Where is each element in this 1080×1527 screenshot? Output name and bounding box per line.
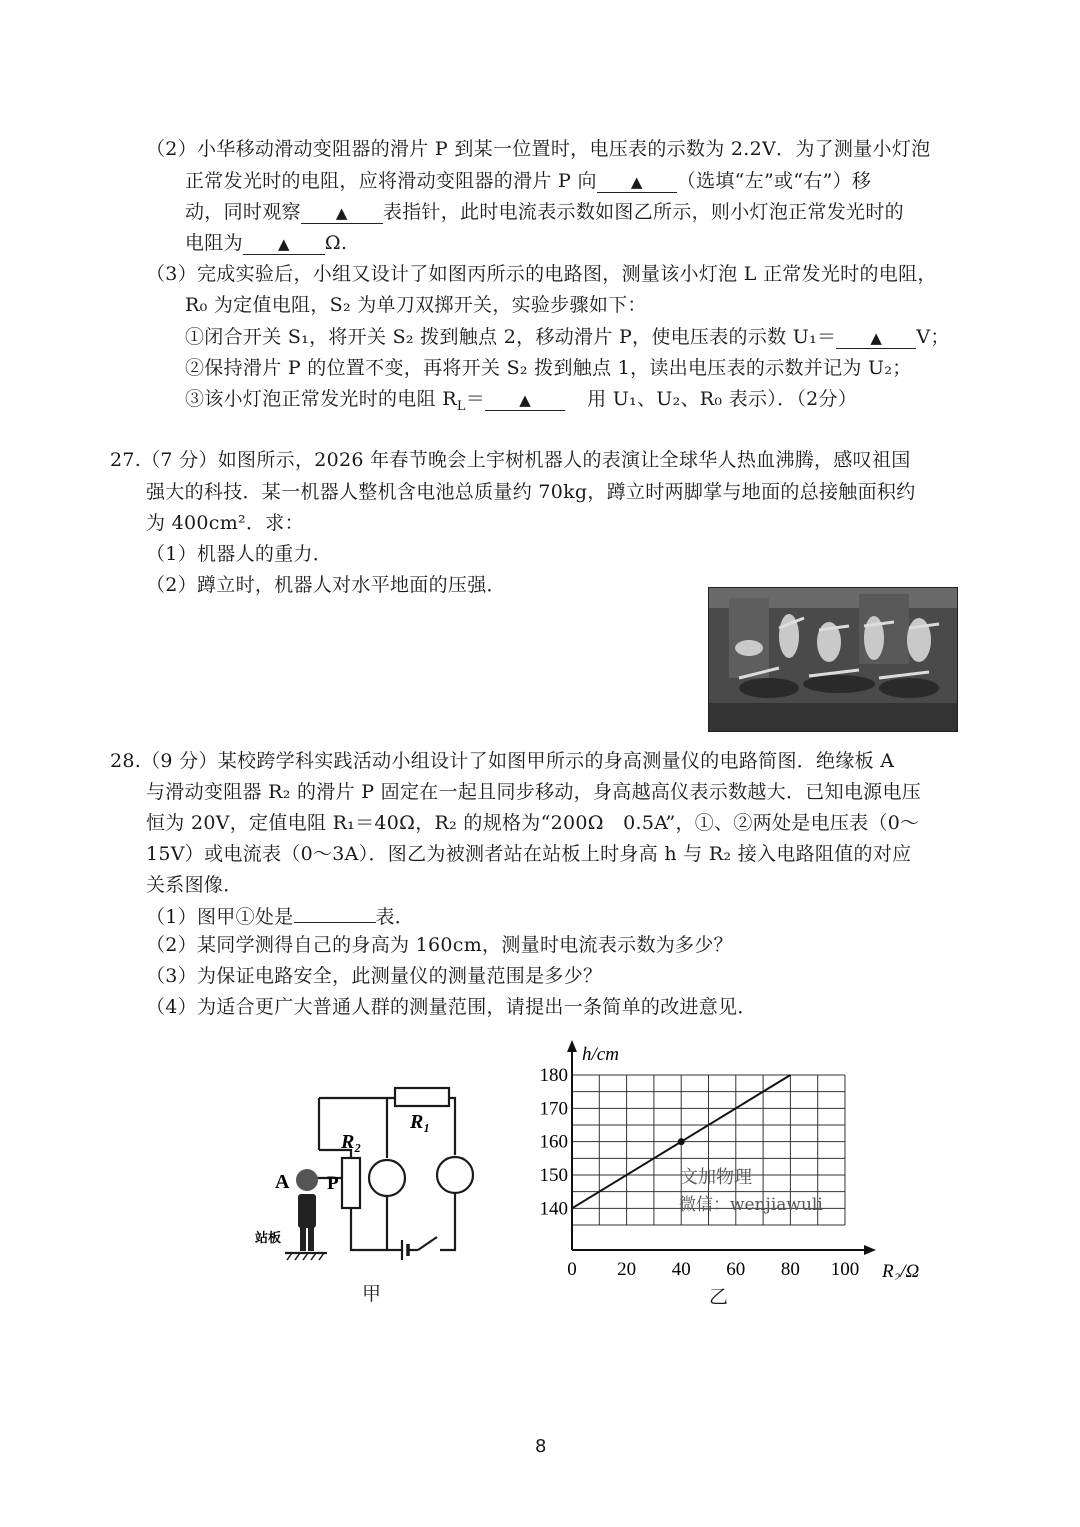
q26-p2-line4-tail: Ω.	[324, 232, 348, 254]
caption-yi: 乙	[709, 1286, 729, 1308]
q26-p2-line1: （2）小华移动滑动变阻器的滑片 P 到某一位置时，电压表的示数为 2.2V．为了测量小灯泡	[146, 138, 931, 160]
triangle-mark: ▲	[630, 173, 643, 191]
y-axis-arrow	[567, 1040, 577, 1052]
q26-p2-line3-text: 动，同时观察	[185, 201, 301, 223]
q26-p2-line2	[185, 166, 871, 196]
graph-axes	[567, 1040, 876, 1255]
page-number: 8	[535, 1436, 547, 1457]
answer-blank[interactable]	[485, 388, 565, 411]
q28-sub4: （4）为适合更广大普通人群的测量范围，请提出一条简单的改进意见．	[146, 996, 757, 1018]
q26-p2-line4	[185, 228, 347, 258]
q26-p2-line4-text: 电阻为	[185, 232, 243, 254]
label-a: A	[275, 1171, 290, 1193]
answer-blank[interactable]	[294, 900, 376, 923]
q28-sub1-text: （1）图甲①处是	[146, 906, 294, 928]
q26-p3-line3	[185, 322, 950, 352]
h-r2-graph	[530, 1030, 950, 1280]
caption-jia: 甲	[362, 1283, 382, 1305]
graph-ticks	[540, 1044, 920, 1280]
q26-p3-line5-tail: 用 U₁、U₂、R₀ 表示）．（2分）	[587, 388, 858, 410]
q26-p3-line1: （3）完成实验后，小组又设计了如图丙所示的电路图，测量该小灯泡 L 正常发光时的电阻，	[146, 263, 937, 285]
wire-right-bottom	[440, 1193, 455, 1250]
q27-sub1: （1）机器人的重力．	[146, 543, 333, 565]
label-r2: R₂	[341, 1131, 362, 1153]
subscript-l: L	[456, 398, 466, 414]
switch-arm	[418, 1237, 437, 1250]
x-axis-label: R₂/Ω	[882, 1261, 920, 1280]
triangle-mark: ▲	[277, 235, 290, 253]
watermark-line1: 文加物理	[680, 1167, 752, 1188]
x-tick-label: 100	[830, 1259, 860, 1280]
answer-blank[interactable]	[597, 170, 677, 193]
q26-p2-line2-tail: （选填“左”或“右”）移	[676, 170, 872, 192]
watermark-line2: 微信：wenjiawuli	[679, 1195, 823, 1215]
triangle-mark: ▲	[519, 391, 532, 409]
x-tick-label: 40	[671, 1259, 691, 1280]
triangle-mark: ▲	[870, 329, 883, 347]
q26-p3-line3-text: ①闭合开关 S₁，将开关 S₂ 拨到触点 2，移动滑片 P，使电压表的示数 U₁＝	[185, 326, 837, 348]
q28-sub1	[146, 900, 414, 932]
x-tick-label: 0	[567, 1259, 577, 1280]
answer-blank[interactable]	[243, 232, 325, 255]
q26-p3-line5-text: ③该小灯泡正常发光时的电阻 R	[185, 388, 457, 410]
q28-line2: 与滑动变阻器 R₂ 的滑片 P 固定在一起且同步移动，身高越高仪表示数越大．已知电源电压	[146, 781, 922, 803]
x-tick-label: 60	[726, 1259, 746, 1280]
x-tick-label: 80	[780, 1259, 800, 1280]
q26-p2-line2-text: 正常发光时的电阻，应将滑动变阻器的滑片 P 向	[185, 170, 597, 192]
robot-photo-illustration	[709, 588, 957, 731]
triangle-mark: ▲	[335, 204, 348, 222]
q28-line1: 28.（9 分）某校跨学科实践活动小组设计了如图甲所示的身高测量仪的电路简图．绝缘板 A	[110, 750, 895, 772]
y-axis-label: h/cm	[582, 1044, 619, 1065]
person-figure	[296, 1169, 318, 1251]
wire-r2-bottom	[351, 1208, 390, 1250]
meter-2	[437, 1157, 473, 1193]
q28-line5: 关系图像．	[146, 874, 243, 896]
circuit-diagram	[255, 1070, 475, 1270]
q26-p2-line3	[185, 197, 904, 227]
robot-performance-photo	[708, 587, 958, 732]
y-tick-label: 180	[539, 1065, 568, 1086]
x-tick-label: 20	[617, 1259, 637, 1280]
answer-blank[interactable]	[301, 201, 383, 224]
q28-line3: 恒为 20V，定值电阻 R₁＝40Ω，R₂ 的规格为“200Ω 0.5A”，①、②两处是电压表（0～	[146, 812, 920, 834]
y-tick-label: 150	[539, 1165, 568, 1186]
y-tick-label: 170	[539, 1098, 568, 1120]
q27-line2: 强大的科技．某一机器人整机含电池总质量约 70kg，蹲立时两脚掌与地面的总接触面积约	[146, 481, 916, 503]
resistor-r2	[342, 1158, 360, 1208]
q26-p2-line3-tail: 表指针，此时电流表示数如图乙所示，则小灯泡正常发光时的	[382, 201, 904, 223]
q26-p3-line4: ②保持滑片 P 的位置不变，再将开关 S₂ 拨到触点 1，读出电压表的示数并记为 U₂；	[185, 357, 912, 379]
label-board: 站板	[255, 1231, 282, 1246]
label-p: P	[327, 1173, 339, 1194]
y-tick-label: 160	[539, 1131, 568, 1153]
q28-sub1-tail: 表．	[375, 906, 415, 928]
q26-p3-line3-tail: V；	[916, 326, 950, 348]
label-r1: R₁	[410, 1111, 431, 1133]
y-tick-label: 140	[539, 1198, 568, 1220]
q27-sub2: （2）蹲立时，机器人对水平地面的压强．	[146, 574, 506, 596]
resistor-r1	[395, 1088, 449, 1106]
q26-p3-line2: R₀ 为定值电阻，S₂ 为单刀双掷开关，实验步骤如下：	[185, 294, 647, 316]
q26-p3-line5	[185, 384, 857, 422]
q27-line1: 27.（7 分）如图所示，2026 年春节晚会上宇树机器人的表演让全球华人热血沸腾，感叹祖国	[110, 449, 911, 471]
q27-line3: 为 400cm²．求：	[146, 512, 304, 534]
q26-p3-line5-eq: ＝	[465, 388, 486, 410]
answer-blank[interactable]	[836, 326, 916, 349]
x-axis-arrow	[864, 1245, 876, 1255]
q28-sub2: （2）某同学测得自己的身高为 160cm，测量时电流表示数为多少？	[146, 934, 733, 956]
q28-sub3: （3）为保证电路安全，此测量仪的测量范围是多少？	[146, 965, 603, 987]
q28-line4: 15V）或电流表（0～3A）．图乙为被测者站在站板上时身高 h 与 R₂ 接入电路阻值的对应	[146, 843, 912, 865]
meter-1	[369, 1160, 405, 1196]
marked-point	[678, 1138, 685, 1145]
